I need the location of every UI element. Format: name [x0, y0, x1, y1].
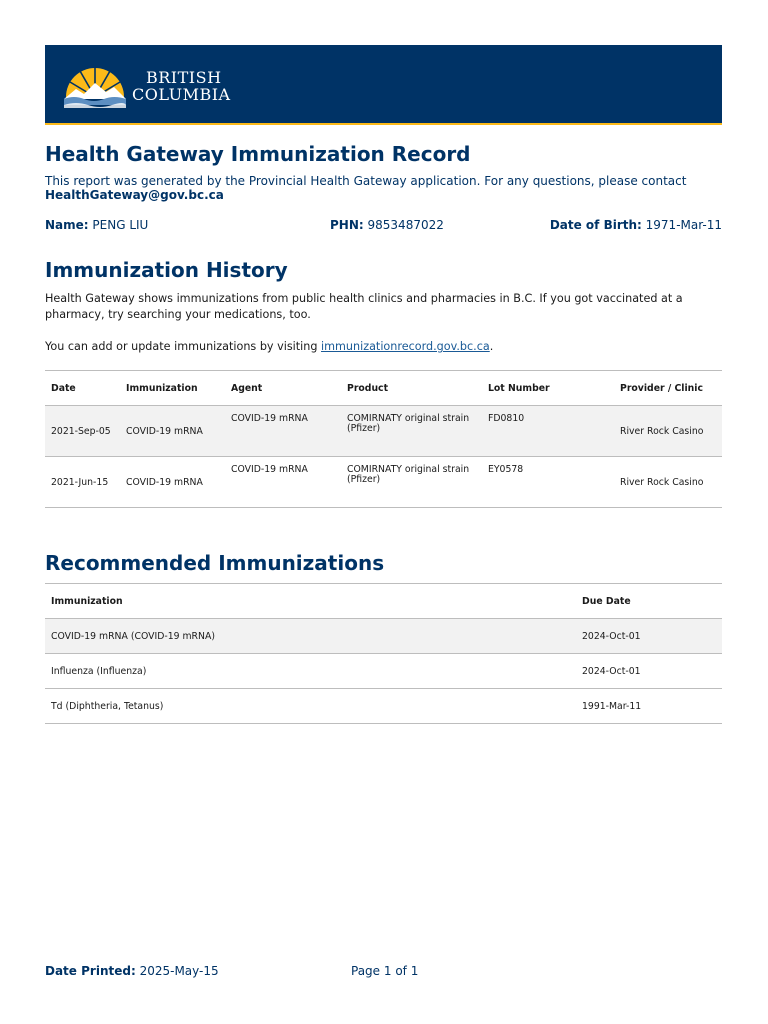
history-paragraph-1: Health Gateway shows immunizations from public health clinics and pharmacies in B.C. If you got vaccinated at a pharmacy, try searching your medications, too.	[45, 292, 683, 321]
cell-date: 2021-Jun-15	[45, 457, 120, 508]
table-row	[45, 457, 722, 508]
dob-label: Date of Birth:	[549, 218, 642, 232]
date-printed	[45, 964, 219, 978]
immunization-record-link[interactable]: immunizationrecord.gov.bc.ca	[321, 340, 490, 353]
name-label: Name:	[45, 218, 89, 232]
dob-value: 1971-Mar-11	[645, 218, 722, 232]
column-header-immunization: Immunization	[45, 584, 576, 619]
history-paragraph-2	[45, 339, 725, 355]
contact-email: HealthGateway@gov.bc.ca	[45, 188, 224, 202]
date-printed-label: Date Printed:	[45, 964, 136, 978]
column-header-agent: Agent	[225, 371, 341, 406]
column-header-immunization: Immunization	[120, 371, 225, 406]
patient-dob	[550, 218, 722, 232]
column-header-provider: Provider / Clinic	[614, 371, 722, 406]
table-row	[45, 619, 722, 654]
cell-immunization: COVID-19 mRNA	[120, 406, 225, 457]
cell-due-date: 2024-Oct-01	[576, 654, 722, 689]
immunization-history-table	[45, 370, 722, 508]
cell-date: 2021-Sep-05	[45, 406, 120, 457]
logo-line-2: COLUMBIA	[132, 85, 231, 104]
cell-due-date: 1991-Mar-11	[576, 689, 722, 724]
page-number: Page 1 of 1	[351, 964, 419, 978]
patient-name	[45, 218, 148, 232]
cell-product: COMIRNATY original strain (Pfizer)	[341, 406, 482, 457]
table-header-row	[45, 371, 722, 406]
history-paragraph-2-suffix: .	[489, 340, 494, 353]
phn-value: 9853487022	[367, 218, 444, 232]
column-header-date: Date	[45, 371, 120, 406]
logo-wordmark	[132, 69, 231, 103]
cell-lot-number: FD0810	[482, 406, 614, 457]
recommended-immunizations-table	[45, 583, 722, 724]
cell-provider: River Rock Casino	[614, 406, 722, 457]
table-row	[45, 406, 722, 457]
cell-provider: River Rock Casino	[614, 457, 722, 508]
column-header-lot-number: Lot Number	[482, 371, 614, 406]
header-banner	[45, 45, 722, 125]
cell-immunization: Influenza (Influenza)	[45, 654, 576, 689]
column-header-due-date: Due Date	[576, 584, 722, 619]
cell-due-date: 2024-Oct-01	[576, 619, 722, 654]
cell-immunization: COVID-19 mRNA	[120, 457, 225, 508]
table-row	[45, 689, 722, 724]
cell-lot-number: EY0578	[482, 457, 614, 508]
name-value: PENG LIU	[92, 218, 149, 232]
intro-sentence: This report was generated by the Provincial Health Gateway application. For any questions, please contact	[45, 174, 687, 188]
logo-line-1: BRITISH	[146, 68, 222, 87]
cell-immunization: COVID-19 mRNA (COVID-19 mRNA)	[45, 619, 576, 654]
cell-product: COMIRNATY original strain (Pfizer)	[341, 457, 482, 508]
cell-agent: COVID-19 mRNA	[225, 406, 341, 457]
cell-agent: COVID-19 mRNA	[225, 457, 341, 508]
column-header-product: Product	[341, 371, 482, 406]
intro-text	[45, 174, 725, 202]
bc-sun-icon	[62, 61, 128, 109]
history-paragraph-2-prefix: You can add or update immunizations by visiting	[45, 340, 322, 353]
history-heading: Immunization History	[45, 258, 288, 282]
phn-label: PHN:	[330, 218, 364, 232]
table-row	[45, 654, 722, 689]
bc-logo	[62, 61, 231, 109]
recommended-heading: Recommended Immunizations	[45, 551, 385, 575]
page-title: Health Gateway Immunization Record	[45, 142, 471, 166]
date-printed-value: 2025-May-15	[139, 964, 219, 978]
patient-phn	[330, 218, 444, 232]
cell-immunization: Td (Diphtheria, Tetanus)	[45, 689, 576, 724]
table-header-row	[45, 584, 722, 619]
